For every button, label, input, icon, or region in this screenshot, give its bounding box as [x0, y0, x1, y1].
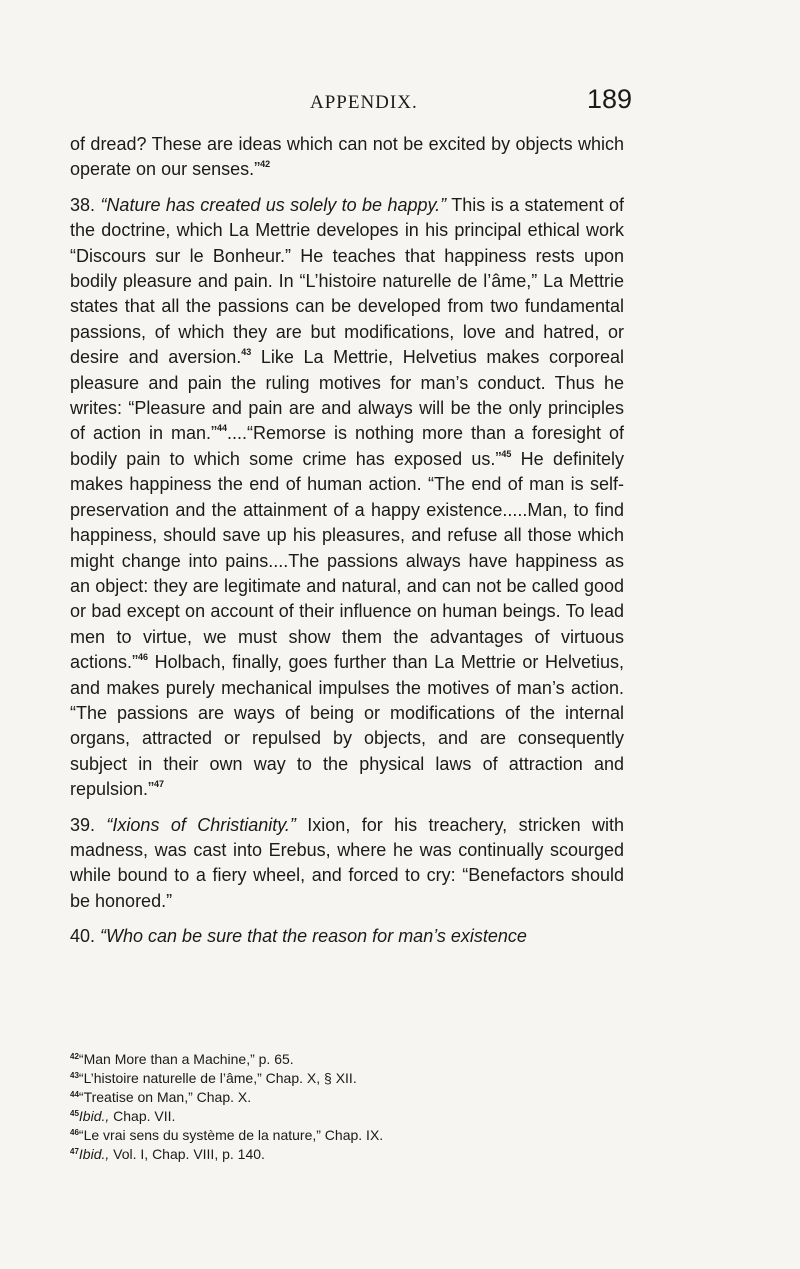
footnote — [70, 1088, 630, 1107]
footnote-ibid: Ibid., — [78, 1108, 110, 1124]
page-header — [0, 86, 800, 120]
footnote-text: “Man More than a Machine,” p. 65. — [78, 1051, 294, 1067]
footnote-mark: 46 — [70, 1128, 79, 1137]
footnotes — [70, 1050, 630, 1164]
footnote-ref: 46 — [138, 652, 149, 663]
paragraph-number: 38. — [70, 194, 101, 215]
footnote — [70, 1069, 630, 1088]
footnote-text: “Le vrai sens du système de la nature,” Chap. IX. — [78, 1127, 384, 1143]
paragraph-title: “Who can be sure that the reason for man’s existence — [100, 926, 527, 947]
footnote-text: “L’histoire naturelle de l’âme,” Chap. X, § XII. — [78, 1070, 357, 1086]
footnote-text: Chap. VII. — [109, 1108, 176, 1124]
paragraph-39 — [70, 813, 624, 915]
footnote — [70, 1126, 630, 1145]
paragraph-number: 39. — [70, 814, 107, 835]
paragraph-title: “Nature has created us solely to be happy.” — [100, 194, 447, 215]
footnote — [70, 1145, 630, 1164]
paragraph-number: 40. — [70, 926, 101, 947]
footnote-text: “Treatise on Man,” Chap. X. — [78, 1089, 252, 1105]
text-run: He definitely makes happiness the end of human action. “The end of man is self-preservation and the attainment of a happy existence.....Man, to find happiness, should save up his pleasures, and refuse all those which might change into pains....The passions always have happiness as an object: they are legitimate and natural, and can not be called good or bad except on account of their influence on human beings. To lead men to virtue, we must show them the advantages of virtuous actions.” — [70, 448, 624, 673]
running-head: APPENDIX. — [310, 92, 418, 113]
footnote-ref: 42 — [260, 159, 271, 170]
footnote-mark: 47 — [70, 1147, 79, 1156]
paragraph-40 — [70, 924, 624, 949]
footnote-mark: 45 — [70, 1109, 79, 1118]
footnote-ibid: Ibid., — [78, 1146, 110, 1162]
paragraph-title: “Ixions of Christianity.” — [106, 814, 296, 835]
text-run: Holbach, finally, goes further than La Mettrie or Helvetius, and makes purely mechanical impulses the motives of man’s action. “The passions are ways of being or modifications of the internal organs, attracted or repulsed by objects, and are consequently subject in their own way to the physical laws of attraction and repulsion.” — [70, 652, 624, 800]
footnote-ref: 44 — [216, 423, 227, 434]
text-run: Ixion, for his treachery, stricken with madness, was cast into Erebus, where he was continually scourged while bound to a fiery wheel, and forced to cry: “Benefactors should be honored.” — [70, 814, 624, 911]
footnote — [70, 1050, 630, 1069]
paragraph-continuation — [70, 132, 624, 183]
text-run: This is a statement of the doctrine, which La Mettrie developes in his principal ethical work “Discours sur le Bonheur.” He teaches that happiness rests upon bodily pleasure and pain. In “L’histoire naturelle de l’âme,” La Mettrie states that all the passions can be developed from two fundamental passions, of which they are but modifications, love and hatred, or desire and aversion. — [70, 194, 624, 368]
footnote-ref: 45 — [501, 448, 512, 459]
footnote-text: Vol. I, Chap. VIII, p. 140. — [109, 1146, 265, 1162]
text-run: Like La Mettrie, Helvetius makes corporeal pleasure and pain the ruling motives for man’s conduct. Thus he writes: “Pleasure and pain are and always will be the only principles of action in man.” — [70, 347, 624, 444]
footnote — [70, 1107, 630, 1126]
text-run: of dread? These are ideas which can not be excited by objects which operate on our senses.” — [70, 134, 624, 180]
footnote-mark: 44 — [70, 1090, 79, 1099]
text-run: ....“Remorse is nothing more than a foresight of bodily pain to which some crime has exposed us.” — [70, 423, 624, 469]
paragraph-38 — [70, 193, 624, 803]
footnote-ref: 47 — [154, 779, 165, 790]
footnote-ref: 43 — [241, 347, 252, 358]
page-number: 189 — [587, 84, 633, 114]
footnote-mark: 42 — [70, 1052, 79, 1061]
body-text — [70, 132, 624, 960]
footnote-mark: 43 — [70, 1071, 79, 1080]
